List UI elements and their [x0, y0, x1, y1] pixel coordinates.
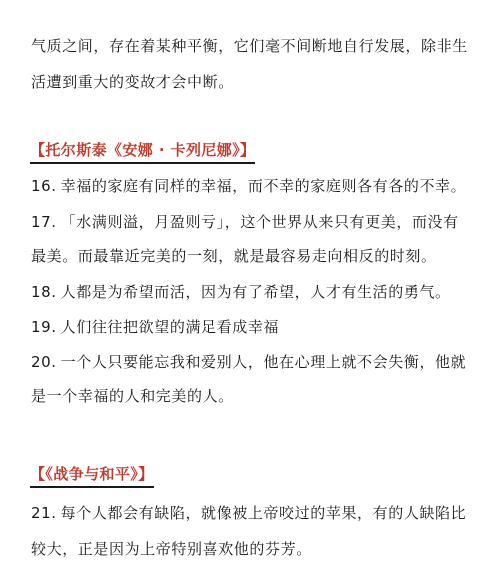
quote-number: 18. — [31, 283, 57, 301]
quote-number: 20. — [31, 353, 57, 371]
quote-17 — [31, 212, 459, 232]
quote-number: 21. — [31, 504, 57, 522]
quote-number: 17. — [31, 213, 57, 231]
section-heading-anna-karenina: 【托尔斯泰《安娜 · 卡列尼娜》】 — [30, 140, 255, 164]
quote-16 — [31, 176, 466, 196]
quote-21 — [31, 503, 466, 523]
quote-21-continued: 较大，正是因为上帝特别喜欢他的芬芳。 — [31, 540, 312, 558]
quote-18 — [31, 282, 451, 302]
quote-text: 一个人只要能忘我和爱别人，他在心理上就不会失衡，他就 — [60, 353, 467, 371]
intro-line-2: 活遭到重大的变故才会中断。 — [31, 73, 234, 91]
quote-text: 人们往往把欲望的满足看成幸福 — [60, 318, 280, 336]
quote-20 — [31, 352, 466, 372]
quote-number: 19. — [31, 318, 57, 336]
quote-text: 每个人都会有缺陷，就像被上帝咬过的苹果，有的人缺陷比 — [60, 504, 467, 522]
quote-17-continued: 最美。而最靠近完美的一刻，就是最容易走向相反的时刻。 — [31, 247, 437, 265]
quote-number: 16. — [31, 177, 57, 195]
quote-20-continued: 是一个幸福的人和完美的人。 — [31, 387, 234, 405]
quote-text: 「水满则溢，月盈则亏」，这个世界从来只有更美，而没有 — [60, 213, 459, 231]
quote-19 — [31, 317, 279, 337]
quote-text: 幸福的家庭有同样的幸福，而不幸的家庭则各有各的不幸。 — [60, 177, 467, 195]
section-heading-war-and-peace: 【《战争与和平》】 — [30, 464, 154, 488]
intro-line-1: 气质之间，存在着某种平衡，它们毫不间断地自行发展，除非生 — [31, 37, 468, 55]
quote-text: 人都是为希望而活，因为有了希望，人才有生活的勇气。 — [60, 283, 451, 301]
